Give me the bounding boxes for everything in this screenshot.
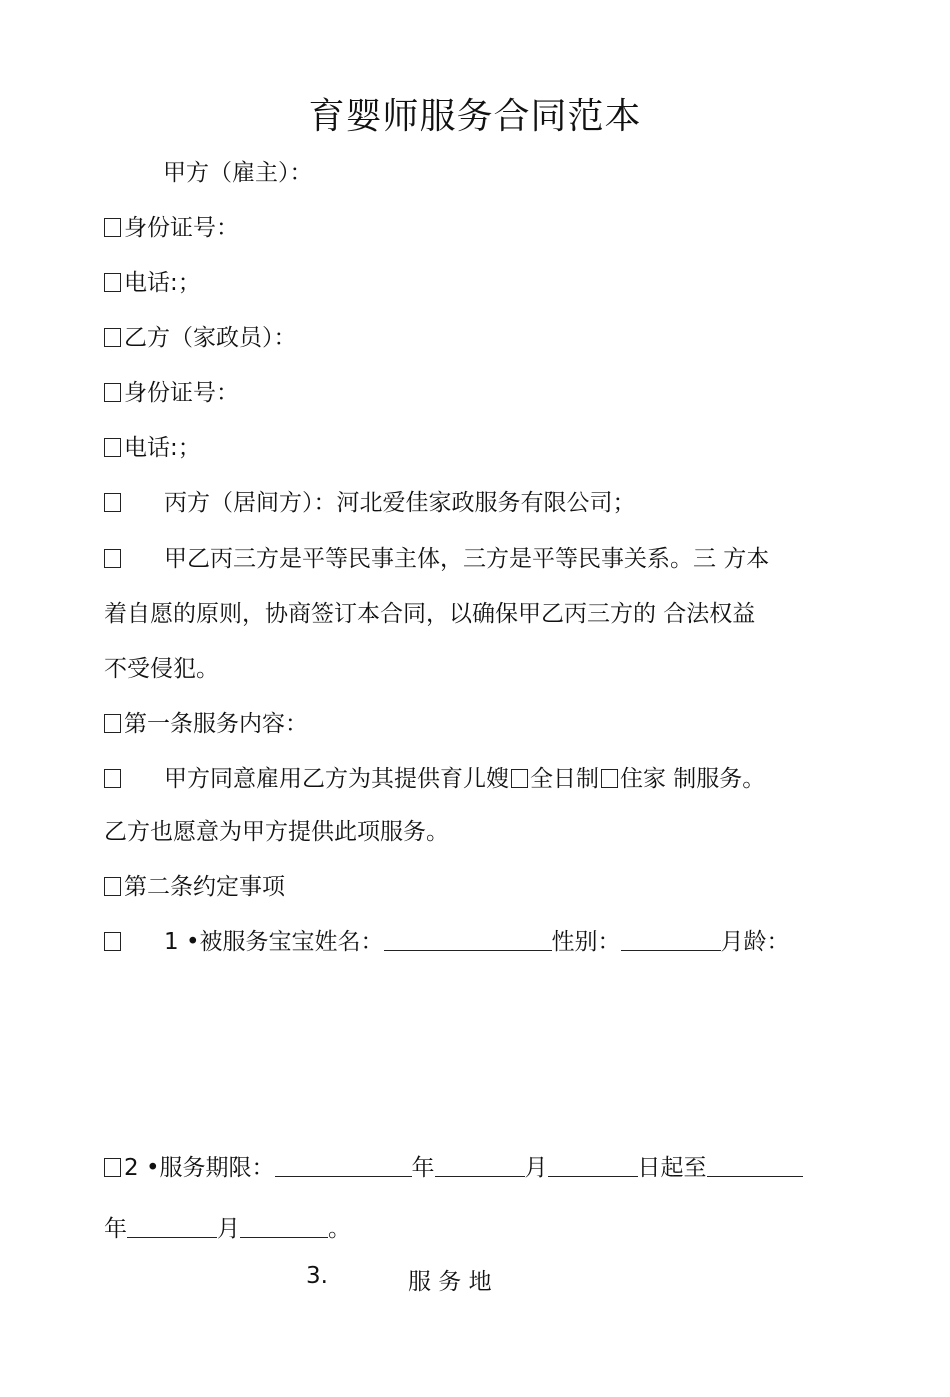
party-a-label [163, 158, 313, 188]
item-2-end-mark: 。 [328, 1216, 351, 1242]
checkbox-icon [104, 218, 121, 237]
party-a-label-text: 甲方（雇主）： [163, 160, 313, 186]
checkbox-icon [104, 273, 121, 292]
article-1-option-2: 住家 制服务。 [620, 766, 766, 792]
end-year-blank-1[interactable] [707, 1154, 803, 1177]
party-b-label-text: 乙方（家政员）： [124, 325, 297, 351]
item-1-prefix: 1 •被服务宝宝姓名： [164, 929, 384, 955]
intro-line-2 [104, 599, 755, 629]
article-1-line-2 [104, 817, 449, 847]
gender-blank[interactable] [621, 928, 721, 951]
article-1-option-1: 全日制 [530, 766, 599, 792]
article-1-heading [104, 709, 308, 739]
item-3-number: 3. [306, 1263, 328, 1289]
item-2-month-label: 月 [524, 1155, 548, 1181]
party-a-id-text: 身份证号： [124, 215, 239, 241]
checkbox-icon [104, 1158, 121, 1177]
item-3-label: 服 务 地 [408, 1269, 492, 1295]
item-2-year-label-2: 年 [104, 1216, 127, 1242]
item-1-line [104, 927, 790, 957]
checkbox-icon [104, 328, 121, 347]
party-b-phone-line [104, 433, 201, 463]
checkbox-icon [104, 769, 121, 788]
intro-text-3: 不受侵犯。 [104, 656, 219, 682]
baby-name-blank[interactable] [384, 928, 552, 951]
party-a-id-line [104, 213, 239, 243]
item-1-age-label: 月龄： [720, 929, 790, 955]
intro-line-3 [104, 654, 219, 684]
party-b-label-line [104, 323, 297, 353]
item-2-line-2 [104, 1214, 351, 1244]
checkbox-icon [104, 493, 121, 512]
article-2-heading-text: 第二条约定事项 [124, 874, 285, 900]
start-month-blank[interactable] [435, 1154, 525, 1177]
party-c-line [104, 488, 636, 518]
intro-line-1 [104, 544, 769, 574]
checkbox-icon [104, 932, 121, 951]
article-1-text-b: 乙方也愿意为甲方提供此项服务。 [104, 819, 449, 845]
checkbox-icon [104, 549, 121, 568]
item-2-line-1 [104, 1153, 803, 1183]
live-in-checkbox[interactable] [601, 769, 618, 788]
intro-text-1: 甲乙丙三方是平等民事主体，三方是平等民事关系。三 方本 [164, 546, 770, 572]
party-c-text: 丙方（居间方）：河北爱佳家政服务有限公司； [164, 490, 636, 516]
party-b-phone-text: 电话:； [124, 435, 201, 461]
checkbox-icon [104, 877, 121, 896]
end-day-blank[interactable] [240, 1215, 328, 1238]
full-time-checkbox[interactable] [511, 769, 528, 788]
item-2-year-label: 年 [411, 1155, 435, 1181]
party-a-phone-line [104, 268, 201, 298]
checkbox-icon [104, 714, 121, 733]
party-b-id-text: 身份证号： [124, 380, 239, 406]
checkbox-icon [104, 438, 121, 457]
article-1-line-1 [104, 764, 765, 794]
article-1-heading-text: 第一条服务内容： [124, 711, 308, 737]
document-title: 育婴师服务合同范本 [308, 96, 642, 137]
checkbox-icon [104, 383, 121, 402]
party-b-id-line [104, 378, 239, 408]
intro-text-2: 着自愿的原则，协商签订本合同，以确保甲乙丙三方的 合法权益 [104, 601, 756, 627]
item-2-month-label-2: 月 [217, 1216, 240, 1242]
party-a-phone-text: 电话:； [124, 270, 201, 296]
article-1-text-a: 甲方同意雇用乙方为其提供育儿嫂 [164, 766, 509, 792]
start-year-blank[interactable] [275, 1154, 412, 1177]
item-2-day-label: 日起至 [637, 1155, 707, 1181]
article-2-heading [104, 872, 285, 902]
end-month-blank[interactable] [127, 1215, 217, 1238]
item-1-gender-label: 性别： [551, 929, 621, 955]
start-day-blank[interactable] [548, 1154, 638, 1177]
item-2-prefix: 2 •服务期限： [124, 1155, 275, 1181]
